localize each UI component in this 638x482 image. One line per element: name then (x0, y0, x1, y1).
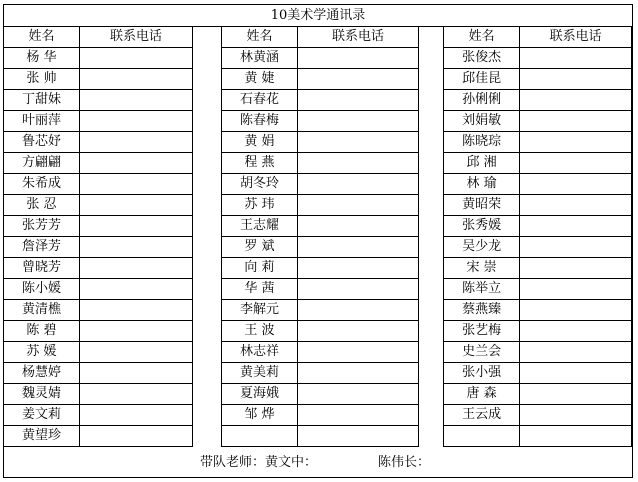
table-row (222, 48, 419, 69)
student-name: 张 忍 (4, 195, 80, 216)
student-name: 向 莉 (222, 258, 298, 279)
table-row (444, 384, 632, 405)
student-name: 黄 婕 (222, 69, 298, 90)
table-row (444, 342, 632, 363)
student-name: 罗 斌 (222, 237, 298, 258)
student-name: 程 燕 (222, 153, 298, 174)
student-name: 杨慧婷 (4, 363, 80, 384)
name-header: 姓名 (4, 27, 80, 48)
table-row (444, 48, 632, 69)
student-name: 夏海娥 (222, 384, 298, 405)
phone-cell (298, 279, 419, 300)
phone-cell (80, 153, 193, 174)
phone-cell (298, 426, 419, 447)
table-row (222, 237, 419, 258)
student-name: 邱 湘 (444, 153, 520, 174)
table-row (222, 321, 419, 342)
student-name: 苏 玮 (222, 195, 298, 216)
student-name: 叶丽萍 (4, 111, 80, 132)
phone-cell (298, 363, 419, 384)
table-row (4, 300, 193, 321)
table-row (4, 426, 193, 447)
phone-cell (520, 300, 632, 321)
table-row (4, 153, 193, 174)
phone-cell (298, 69, 419, 90)
phone-cell (80, 48, 193, 69)
student-name: 黄清樵 (4, 300, 80, 321)
student-name: 朱希成 (4, 174, 80, 195)
student-name: 张秀媛 (444, 216, 520, 237)
phone-cell (520, 342, 632, 363)
phone-cell (298, 342, 419, 363)
table-row (4, 321, 193, 342)
phone-cell (80, 258, 193, 279)
phone-cell (520, 279, 632, 300)
phone-cell (298, 111, 419, 132)
student-name: 鲁芯妤 (4, 132, 80, 153)
student-name: 杨 华 (4, 48, 80, 69)
student-name: 胡冬玲 (222, 174, 298, 195)
student-name: 丁甜妹 (4, 90, 80, 111)
name-header: 姓名 (222, 27, 298, 48)
student-name: 邹 烨 (222, 405, 298, 426)
table-row (444, 111, 632, 132)
table-row (4, 216, 193, 237)
phone-header: 联系电话 (80, 27, 193, 48)
student-name: 姜文莉 (4, 405, 80, 426)
table-row (4, 48, 193, 69)
student-name: 王志耀 (222, 216, 298, 237)
table-row (222, 384, 419, 405)
table-row (4, 174, 193, 195)
teacher-label: 带队老师： (200, 455, 266, 470)
table-row (4, 195, 193, 216)
table-row (4, 258, 193, 279)
student-name: 王 波 (222, 321, 298, 342)
phone-cell (520, 321, 632, 342)
phone-cell (298, 405, 419, 426)
student-name: 林志祥 (222, 342, 298, 363)
table-row (444, 174, 632, 195)
table-row (222, 258, 419, 279)
phone-header: 联系电话 (298, 27, 419, 48)
phone-cell (80, 90, 193, 111)
phone-cell (520, 363, 632, 384)
phone-cell (80, 384, 193, 405)
phone-cell (520, 132, 632, 153)
phone-cell (520, 216, 632, 237)
phone-cell (520, 111, 632, 132)
phone-cell (520, 258, 632, 279)
phone-cell (520, 69, 632, 90)
student-name: 陈小媛 (4, 279, 80, 300)
student-name: 张俊杰 (444, 48, 520, 69)
header-row (444, 27, 632, 48)
table-row (222, 279, 419, 300)
table-row (4, 405, 193, 426)
table-row (222, 111, 419, 132)
phone-cell (80, 279, 193, 300)
phone-cell (298, 132, 419, 153)
student-name: 宋 崇 (444, 258, 520, 279)
table-row (4, 69, 193, 90)
table-row (444, 69, 632, 90)
student-name: 陈 碧 (4, 321, 80, 342)
table-row (444, 279, 632, 300)
table-row (222, 300, 419, 321)
phone-cell (80, 405, 193, 426)
table-row (444, 426, 632, 447)
table-row (4, 342, 193, 363)
student-name: 张芳芳 (4, 216, 80, 237)
phone-cell (520, 237, 632, 258)
roster-right (443, 27, 632, 447)
student-name (444, 426, 520, 447)
table-row (4, 384, 193, 405)
student-name: 方翩翩 (4, 153, 80, 174)
monitor-label: 陈伟长： (378, 455, 431, 470)
student-name: 石春花 (222, 90, 298, 111)
header-row (222, 27, 419, 48)
phone-cell (80, 300, 193, 321)
contact-sheet (3, 4, 633, 478)
phone-cell (520, 153, 632, 174)
student-name: 李解元 (222, 300, 298, 321)
table-row (444, 405, 632, 426)
student-name (222, 426, 298, 447)
student-name: 张小强 (444, 363, 520, 384)
table-row (222, 426, 419, 447)
phone-cell (80, 321, 193, 342)
roster-middle (221, 27, 419, 447)
table-row (4, 279, 193, 300)
phone-cell (298, 195, 419, 216)
student-name: 史兰会 (444, 342, 520, 363)
phone-cell (520, 405, 632, 426)
table-row (444, 153, 632, 174)
name-header: 姓名 (444, 27, 520, 48)
table-row (444, 216, 632, 237)
phone-cell (298, 216, 419, 237)
student-name: 张艺梅 (444, 321, 520, 342)
student-name: 曾晓芳 (4, 258, 80, 279)
roster-left (3, 27, 193, 447)
phone-cell (80, 237, 193, 258)
student-name: 蔡燕臻 (444, 300, 520, 321)
table-row (222, 69, 419, 90)
phone-cell (80, 111, 193, 132)
phone-cell (520, 426, 632, 447)
table-row (222, 216, 419, 237)
phone-cell (520, 195, 632, 216)
student-name: 魏灵婧 (4, 384, 80, 405)
footer (4, 448, 632, 477)
table-row (444, 258, 632, 279)
table-row (222, 132, 419, 153)
phone-cell (298, 258, 419, 279)
phone-cell (80, 363, 193, 384)
student-name: 陈春梅 (222, 111, 298, 132)
phone-cell (298, 237, 419, 258)
phone-cell (520, 384, 632, 405)
student-name: 苏 媛 (4, 342, 80, 363)
phone-cell (80, 132, 193, 153)
table-row (444, 90, 632, 111)
table-row (222, 153, 419, 174)
student-name: 邱佳昆 (444, 69, 520, 90)
table-row (4, 90, 193, 111)
table-row (444, 195, 632, 216)
phone-header: 联系电话 (520, 27, 632, 48)
student-name: 张 帅 (4, 69, 80, 90)
phone-cell (80, 216, 193, 237)
phone-cell (298, 321, 419, 342)
phone-cell (520, 90, 632, 111)
table-row (222, 195, 419, 216)
student-name: 陈举立 (444, 279, 520, 300)
phone-cell (298, 384, 419, 405)
table-row (222, 90, 419, 111)
student-name: 林黄涵 (222, 48, 298, 69)
table-row (444, 300, 632, 321)
phone-cell (298, 174, 419, 195)
student-name: 刘娟敏 (444, 111, 520, 132)
phone-cell (520, 48, 632, 69)
table-row (222, 363, 419, 384)
table-row (4, 237, 193, 258)
table-row (4, 363, 193, 384)
phone-cell (80, 69, 193, 90)
phone-cell (298, 153, 419, 174)
teacher-name: 黄文中： (265, 455, 318, 470)
student-name: 王云成 (444, 405, 520, 426)
table-row (444, 321, 632, 342)
phone-cell (80, 342, 193, 363)
student-name: 华 茜 (222, 279, 298, 300)
table-row (444, 237, 632, 258)
student-name: 黄望珍 (4, 426, 80, 447)
student-name: 黄昭荣 (444, 195, 520, 216)
phone-cell (298, 300, 419, 321)
phone-cell (298, 90, 419, 111)
phone-cell (80, 426, 193, 447)
student-name: 吴少龙 (444, 237, 520, 258)
student-name: 黄 娟 (222, 132, 298, 153)
table-row (222, 174, 419, 195)
header-row (4, 27, 193, 48)
student-name: 詹泽芳 (4, 237, 80, 258)
phone-cell (80, 174, 193, 195)
table-row (4, 111, 193, 132)
table-row (222, 342, 419, 363)
phone-cell (80, 195, 193, 216)
student-name: 唐 森 (444, 384, 520, 405)
phone-cell (298, 48, 419, 69)
student-name: 陈晓琮 (444, 132, 520, 153)
student-name: 孙俐俐 (444, 90, 520, 111)
phone-cell (520, 174, 632, 195)
table-row (444, 132, 632, 153)
table-row (4, 132, 193, 153)
table-row (444, 363, 632, 384)
sheet-title: 10美术学通讯录 (4, 5, 632, 27)
table-row (222, 405, 419, 426)
student-name: 林 瑜 (444, 174, 520, 195)
student-name: 黄美莉 (222, 363, 298, 384)
